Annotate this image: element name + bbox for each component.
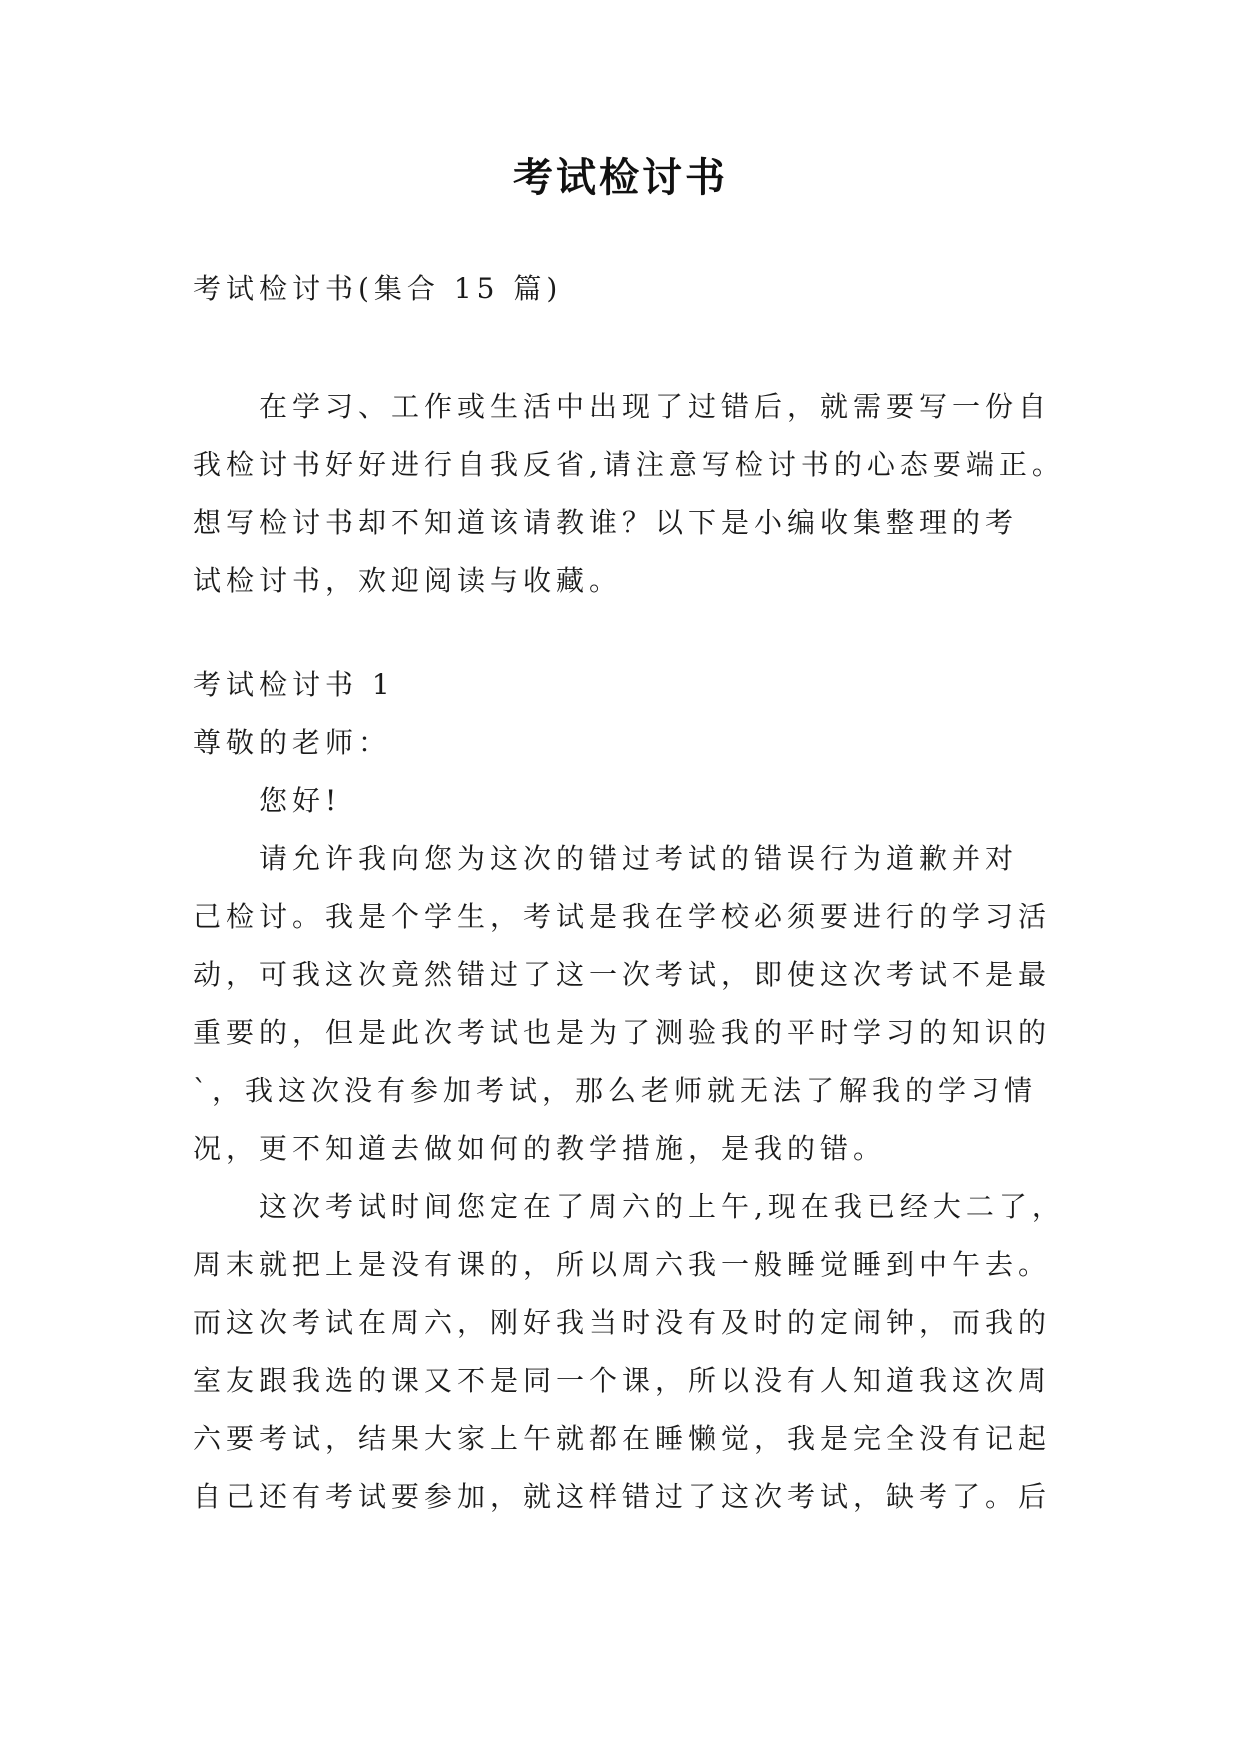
intro-line: 试检讨书，欢迎阅读与收藏。 xyxy=(193,564,623,597)
intro-line: 想写检讨书却不知道该请教谁？以下是小编收集整理的考 xyxy=(193,506,1019,539)
intro-line: 我检讨书好好进行自我反省,请注意写检讨书的心态要端正。 xyxy=(193,448,1065,481)
section-heading: 考试检讨书 1 xyxy=(193,668,395,701)
paragraph-line: 请允许我向您为这次的错过考试的错误行为道歉并对 xyxy=(259,842,1019,875)
spacer xyxy=(193,610,1093,656)
paragraph-line: 动，可我这次竟然错过了这一次考试，即使这次考试不是最 xyxy=(193,958,1052,991)
document-title: 考试检讨书 xyxy=(513,154,728,201)
intro-paragraph xyxy=(193,378,1093,610)
document-body xyxy=(193,260,1093,1526)
paragraph-line: `，我这次没有参加考试，那么老师就无法了解我的学习情 xyxy=(193,1074,1038,1107)
paragraph-line: 周末就把上是没有课的，所以周六我一般睡觉睡到中午去。 xyxy=(193,1248,1052,1281)
paragraph-line: 况，更不知道去做如何的教学措施，是我的错。 xyxy=(193,1132,887,1165)
paragraph-2 xyxy=(193,1178,1093,1526)
paragraph-line: 自己还有考试要参加，就这样错过了这次考试，缺考了。后 xyxy=(193,1480,1052,1513)
greeting: 您好! xyxy=(259,784,342,817)
salutation: 尊敬的老师： xyxy=(193,726,392,759)
intro-line: 在学习、工作或生活中出现了过错后，就需要写一份自 xyxy=(259,390,1052,423)
paragraph-line: 六要考试，结果大家上午就都在睡懒觉，我是完全没有记起 xyxy=(193,1422,1052,1455)
paragraph-line: 重要的，但是此次考试也是为了测验我的平时学习的知识的 xyxy=(193,1016,1052,1049)
paragraph-line: 而这次考试在周六，刚好我当时没有及时的定闹钟，而我的 xyxy=(193,1306,1052,1339)
paragraph-1 xyxy=(193,830,1093,1178)
document-subtitle: 考试检讨书(集合 15 篇) xyxy=(193,272,563,305)
paragraph-line: 室友跟我选的课又不是同一个课，所以没有人知道我这次周 xyxy=(193,1364,1052,1397)
paragraph-line: 这次考试时间您定在了周六的上午,现在我已经大二了， xyxy=(259,1190,1065,1223)
paragraph-line: 己检讨。我是个学生，考试是我在学校必须要进行的学习活 xyxy=(193,900,1052,933)
spacer xyxy=(193,318,1093,378)
